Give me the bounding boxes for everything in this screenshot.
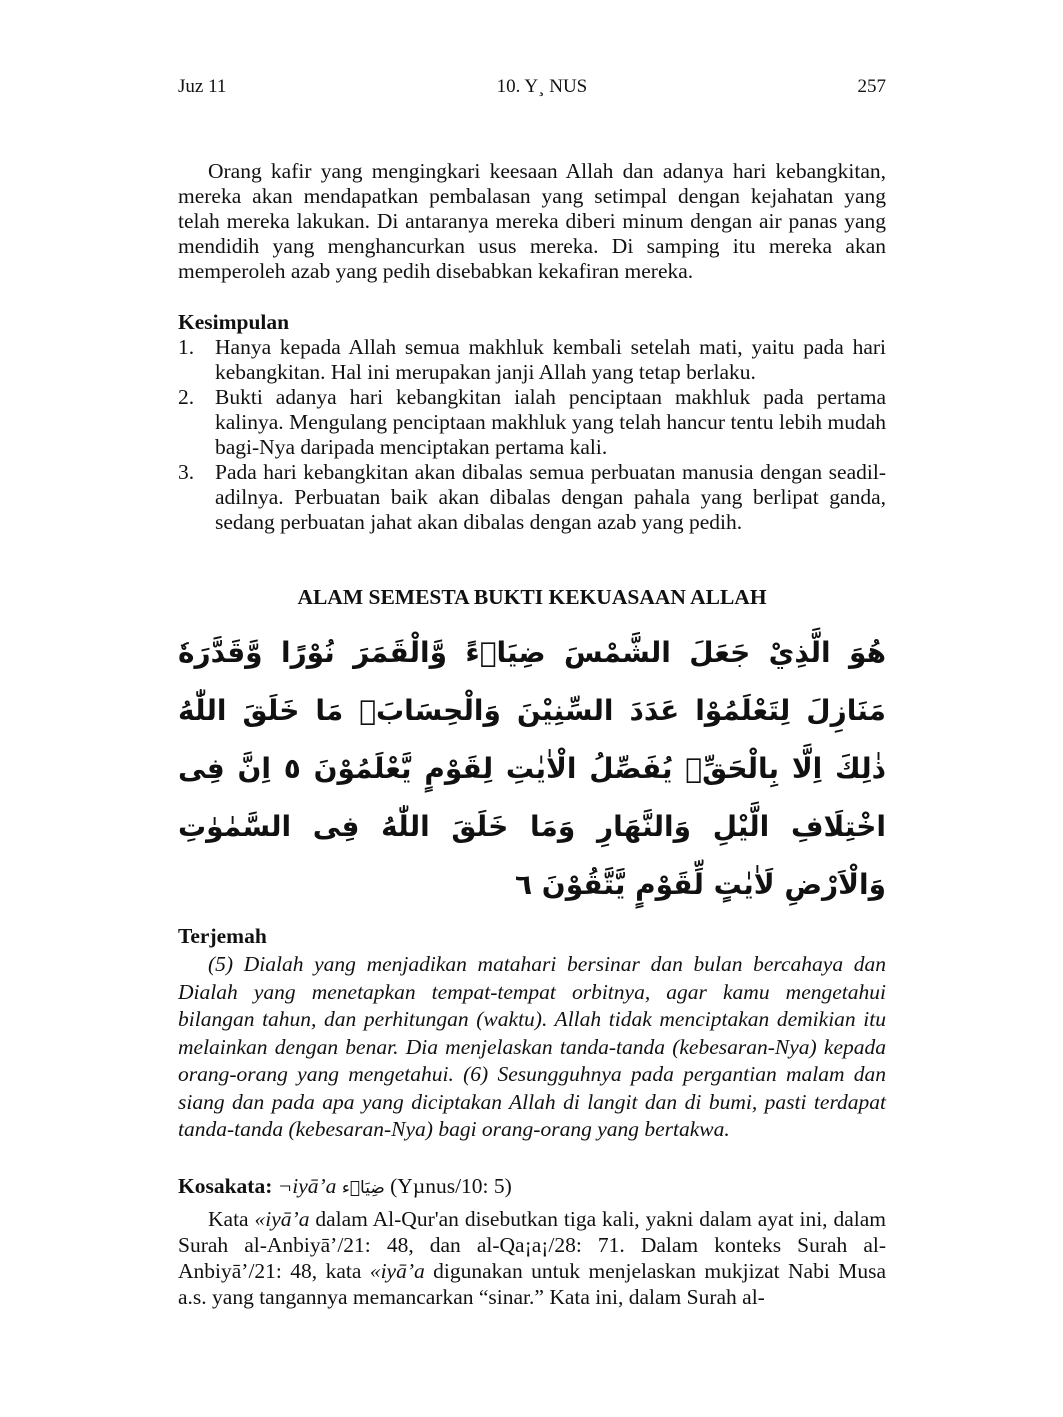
juz-label: Juz 11 — [178, 76, 227, 97]
kosakata-heading — [178, 1174, 886, 1201]
surah-label: 10. Y¸ NUS — [496, 76, 588, 97]
list-item — [178, 385, 886, 460]
kesimpulan-list — [178, 335, 886, 535]
section-title: ALAM SEMESTA BUKTI KEKUASAAN ALLAH — [297, 585, 767, 609]
text-run: dalam Al-Qur'an disebutkan tiga kali, yakni dalam ayat ini, dalam Surah al-Anbiyā’/21: 48, dan al-Qa¡a¡/28: 71. Dalam konteks Surah al-Anbiyā’/21: 48, kata — [178, 1206, 886, 1283]
terjemah-text: (5) Dialah yang menjadikan matahari bersinar dan bulan bercahaya dan Dialah yang menetapkan tempat-tempat orbitnya, agar kamu mengetahui bilangan tahun, dan perhitungan (waktu). Allah tidak menciptakan demikian itu melainkan dengan benar. Dia menjelaskan tanda-tanda (kebesaran-Nya) kepada orang-orang yang mengetahui. (6) Sesungguhnya pada pergantian malam dan siang dan pada apa yang diciptakan Allah di langit dan di bumi, pasti terdapat tanda-tanda (kebesaran-Nya) bagi orang-orang yang bertakwa. — [178, 952, 886, 1141]
item-number: 3. — [178, 460, 195, 484]
kosakata-section — [178, 1174, 886, 1350]
running-header — [178, 76, 886, 98]
term-run: «iyā’a — [254, 1206, 310, 1231]
kosakata-term: ¬iyā’a — [277, 1173, 337, 1198]
kesimpulan-heading: Kesimpulan — [178, 310, 290, 334]
text-run: digunakan untuk menjelaskan mukjizat Nabi Musa a.s. yang tangannya memancarkan “sinar.” Kata ini, dalam Surah al- — [178, 1258, 886, 1309]
intro-block — [178, 159, 886, 284]
item-number: 2. — [178, 385, 195, 409]
terjemah-section — [178, 924, 886, 1144]
arabic-verse: هُوَ الَّذِيْ جَعَلَ الشَّمْسَ ضِيَاۤءً وَّالْقَمَرَ نُوْرًا وَّقَدَّرَهٗ مَنَازِلَ لِتَعْلَمُوْا عَدَدَ السِّنِيْنَ وَالْحِسَابَۗ مَا خَلَقَ اللّٰهُ ذٰلِكَ اِلَّا بِالْحَقِّۗ يُفَصِّلُ الْاٰيٰتِ لِقَوْمٍ يَّعْلَمُوْنَ ٥ اِنَّ فِى اخْتِلَافِ الَّيْلِ وَالنَّهَارِ وَمَا خَلَقَ اللّٰهُ فِى السَّمٰوٰتِ وَالْاَرْضِ لَاٰيٰتٍ لِّقَوْمٍ يَّتَّقُوْنَ ٦ — [178, 636, 886, 901]
item-text: Pada hari kebangkitan akan dibalas semua perbuatan manusia dengan seadil-adilnya. Perbuatan baik akan dibalas dengan pahala yang berlipat ganda, sedang perbuatan jahat akan dibalas dengan azab yang pedih. — [215, 460, 886, 534]
terjemah-heading: Terjemah — [178, 924, 267, 948]
kosakata-paragraph — [178, 1206, 886, 1310]
kesimpulan-section — [178, 310, 886, 535]
term-run: «iyā’a — [369, 1258, 425, 1283]
item-text: Hanya kepada Allah semua makhluk kembali setelah mati, yaitu pada hari kebangkitan. Hal ini merupakan janji Allah yang tetap berlaku. — [215, 335, 886, 384]
kosakata-ref: (Yµnus/10: 5) — [390, 1173, 512, 1198]
item-text: Bukti adanya hari kebangkitan ialah penciptaan makhluk pada pertama kalinya. Mengulang penciptaan makhluk yang telah hancur tentu lebih mudah bagi-Nya daripada menciptakan pertama kali. — [215, 385, 886, 459]
text-run: Kata — [208, 1206, 255, 1231]
list-item — [178, 460, 886, 535]
item-number: 1. — [178, 335, 195, 359]
page-number: 257 — [857, 76, 886, 97]
kosakata-arabic: ضِيَاۤء — [341, 1177, 385, 1198]
intro-paragraph: Orang kafir yang mengingkari keesaan Allah dan adanya hari kebangkitan, mereka akan mendapatkan pembalasan yang setimpal dengan kejahatan yang telah mereka lakukan. Di antaranya mereka diberi minum dengan air panas yang mendidih yang menghancurkan usus mereka. Di samping itu mereka akan memperoleh azab yang pedih disebabkan kekafiran mereka. — [178, 159, 886, 283]
kosakata-label: Kosakata: — [178, 1173, 273, 1198]
list-item — [178, 335, 886, 385]
